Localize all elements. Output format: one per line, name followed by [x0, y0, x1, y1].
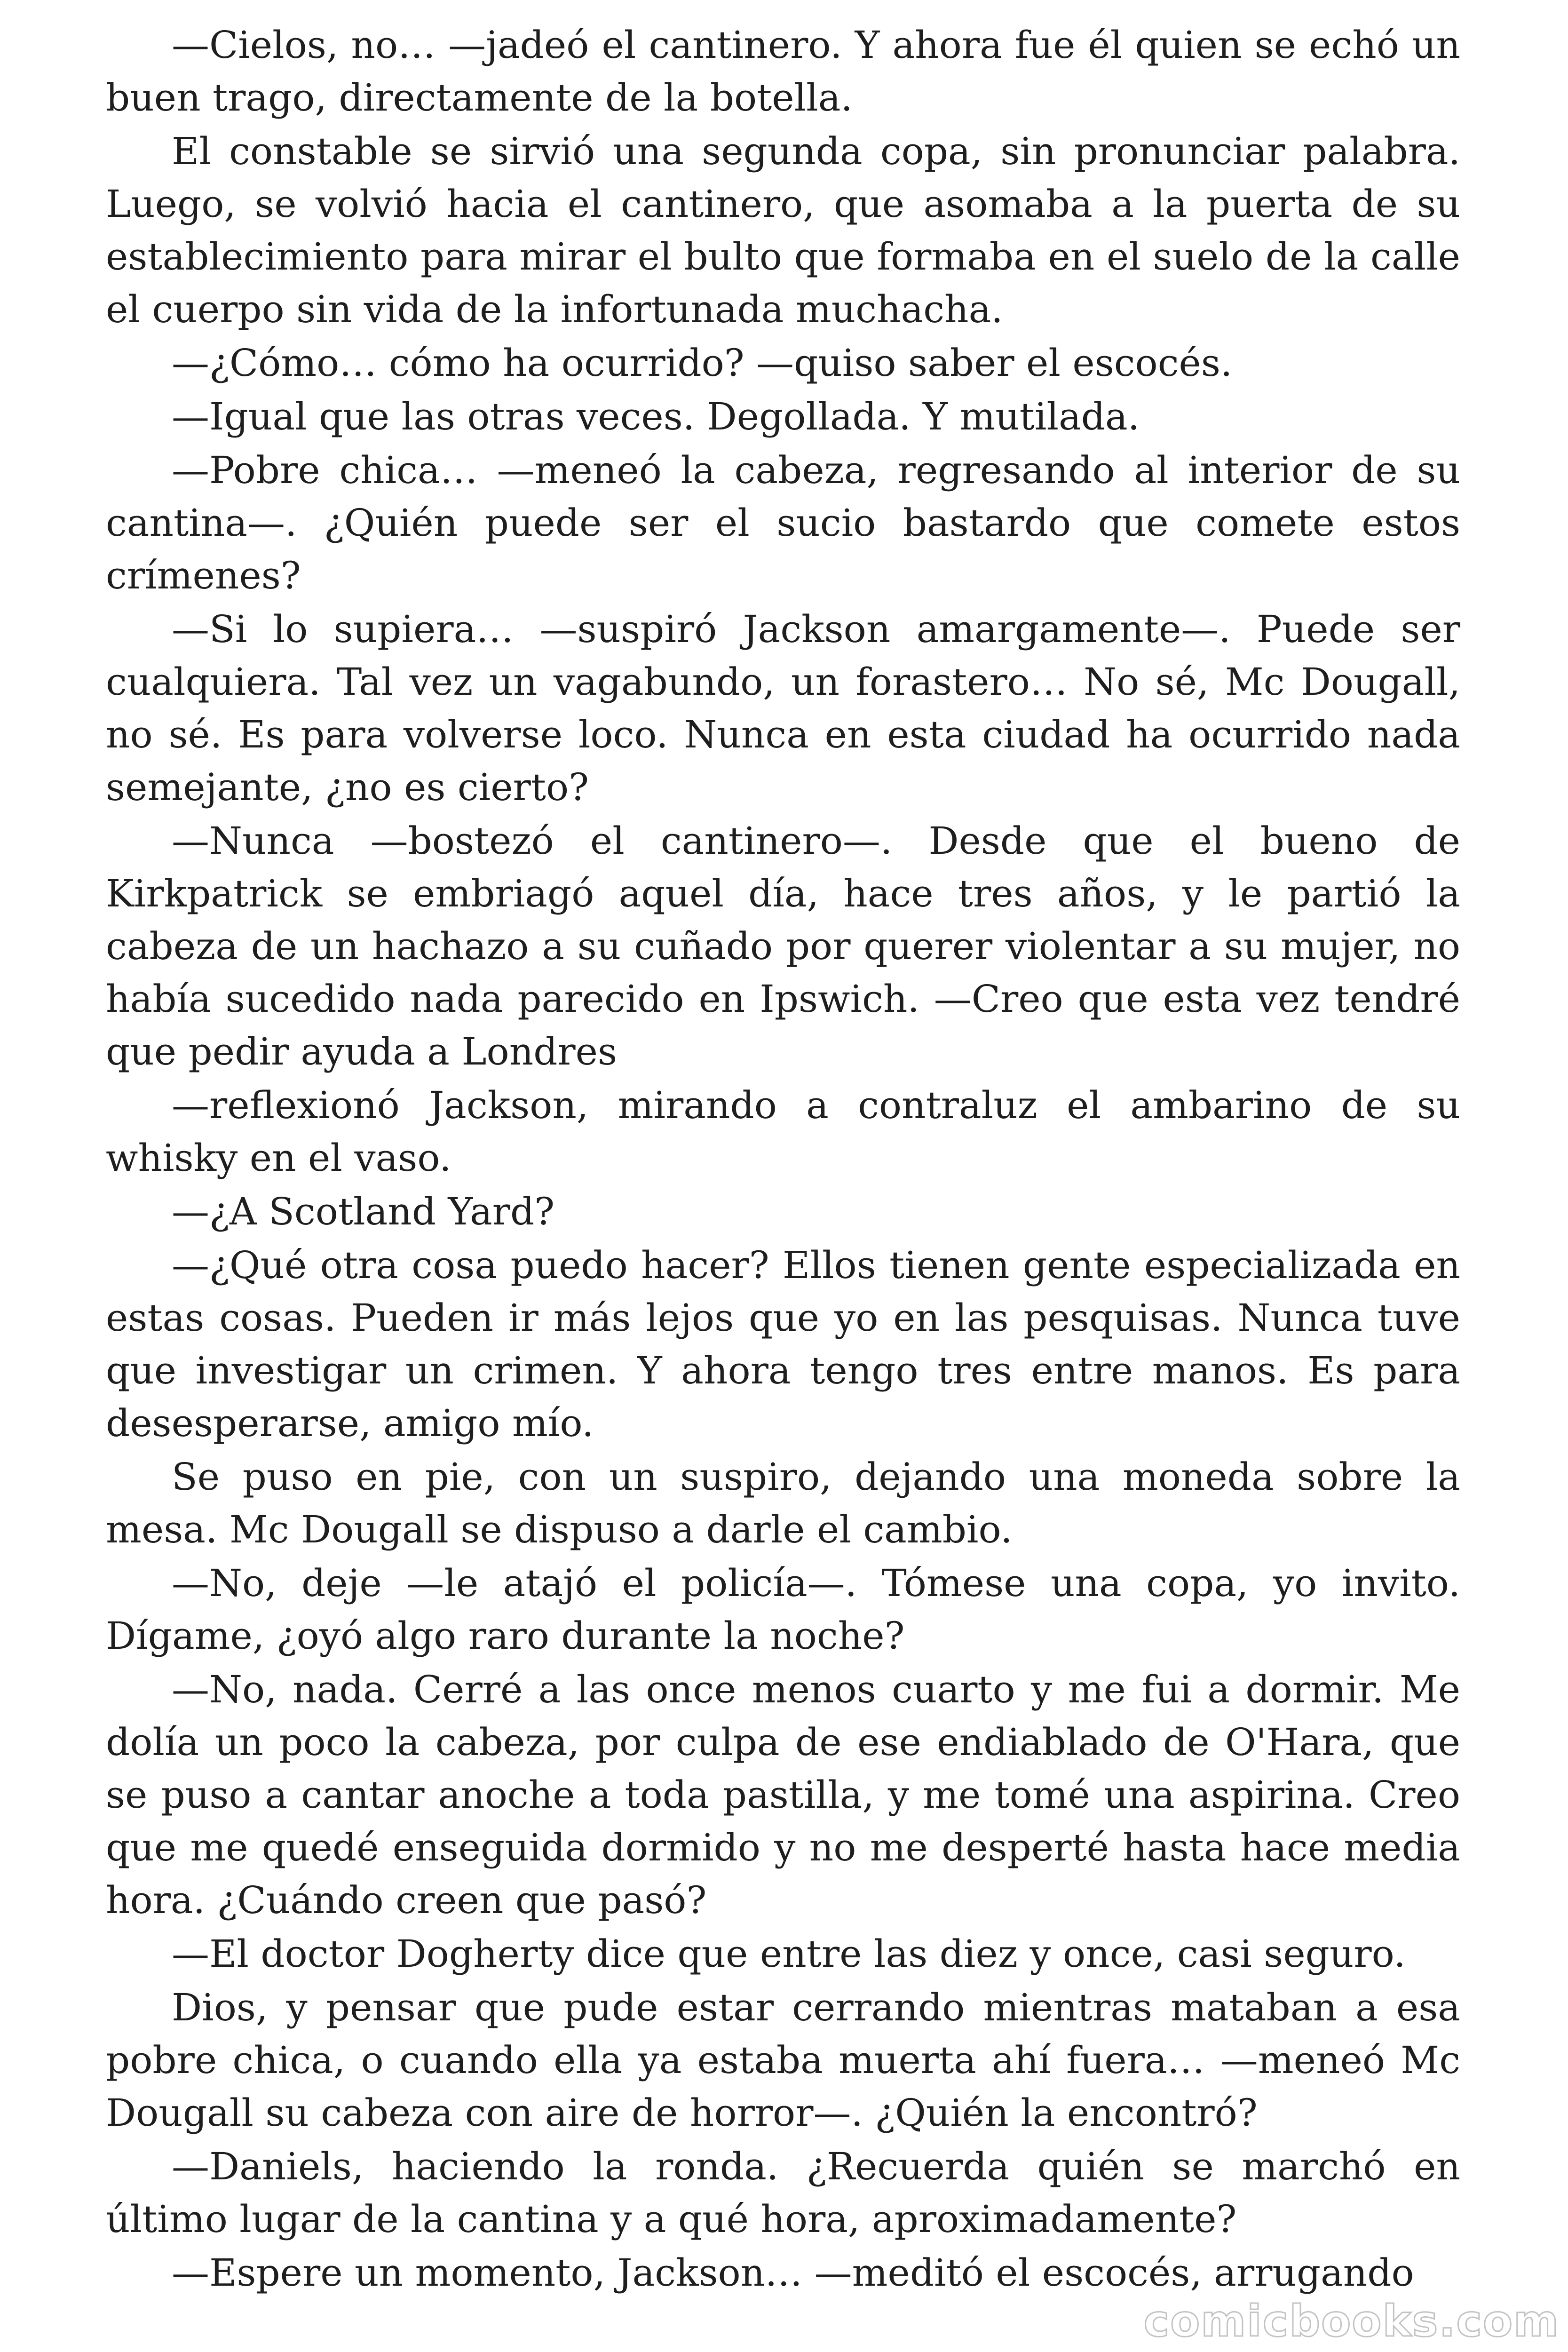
- paragraph: —Igual que las otras veces. Degollada. Y mutilada.: [172, 395, 1140, 438]
- paragraph: —Pobre chica… —meneó la cabeza, regresando al interior de su cantina—. ¿Quién puede ser el sucio bastardo que comete estos crímenes?: [106, 448, 1460, 597]
- paragraph: —¿A Scotland Yard?: [172, 1190, 555, 1233]
- watermark-logo: comicbooks.com: [1143, 2296, 1560, 2346]
- paragraph: —reflexionó Jackson, mirando a contraluz el ambarino de su whisky en el vaso.: [106, 1083, 1460, 1180]
- paragraph: —Cielos, no… —jadeó el cantinero. Y ahora fue él quien se echó un buen trago, directamente de la botella.: [106, 23, 1460, 119]
- paragraph: Dios, y pensar que pude estar cerrando mientras mataban a esa pobre chica, o cuando ella ya estaba muerta ahí fuera… —meneó Mc Dougall su cabeza con aire de horror—. ¿Quién la encontró?: [106, 1986, 1460, 2135]
- paragraph: —El doctor Dogherty dice que entre las diez y once, casi seguro.: [172, 1932, 1406, 1976]
- page-body: [106, 19, 1460, 2300]
- paragraph: —Espere un momento, Jackson… —meditó el escocés, arrugando: [172, 2251, 1414, 2295]
- paragraph: —Si lo supiera… —suspiró Jackson amargamente—. Puede ser cualquiera. Tal vez un vagabundo, un forastero… No sé, Mc Dougall, no sé. Es para volverse loco. Nunca en esta ciudad ha ocurrido nada semejante, ¿no es cierto?: [106, 607, 1460, 809]
- paragraph: —Daniels, haciendo la ronda. ¿Recuerda quién se marchó en último lugar de la cantina y a qué hora, aproximadamente?: [106, 2145, 1460, 2241]
- paragraph: —Nunca —bostezó el cantinero—. Desde que el bueno de Kirkpatrick se embriagó aquel día, hace tres años, y le partió la cabeza de un hachazo a su cuñado por querer violentar a su mujer, no había sucedido nada parecido en Ipswich. —Creo que esta vez tendré que pedir ayuda a Londres: [106, 819, 1460, 1073]
- paragraph: —¿Qué otra cosa puedo hacer? Ellos tienen gente especializada en estas cosas. Pueden ir más lejos que yo en las pesquisas. Nunca tuve que investigar un crimen. Y ahora tengo tres entre manos. Es para desesperarse, amigo mío.: [106, 1243, 1460, 1445]
- paragraph: El constable se sirvió una segunda copa, sin pronunciar palabra. Luego, se volvió hacia el cantinero, que asomaba a la puerta de su establecimiento para mirar el bulto que formaba en el suelo de la calle el cuerpo sin vida de la infortunada muchacha.: [106, 129, 1460, 331]
- paragraph: —No, deje —le atajó el policía—. Tómese una copa, yo invito. Dígame, ¿oyó algo raro durante la noche?: [106, 1561, 1460, 1658]
- paragraph: Se puso en pie, con un suspiro, dejando una moneda sobre la mesa. Mc Dougall se dispuso a darle el cambio.: [106, 1455, 1460, 1551]
- paragraph: —¿Cómo… cómo ha ocurrido? —quiso saber el escocés.: [172, 341, 1233, 385]
- paragraph: —No, nada. Cerré a las once menos cuarto y me fui a dormir. Me dolía un poco la cabeza, por culpa de ese endiablado de O'Hara, que se puso a cantar anoche a toda pastilla, y me tomé una aspirina. Creo que me quedé enseguida dormido y no me desperté hasta hace media hora. ¿Cuándo creen que pasó?: [106, 1668, 1460, 1922]
